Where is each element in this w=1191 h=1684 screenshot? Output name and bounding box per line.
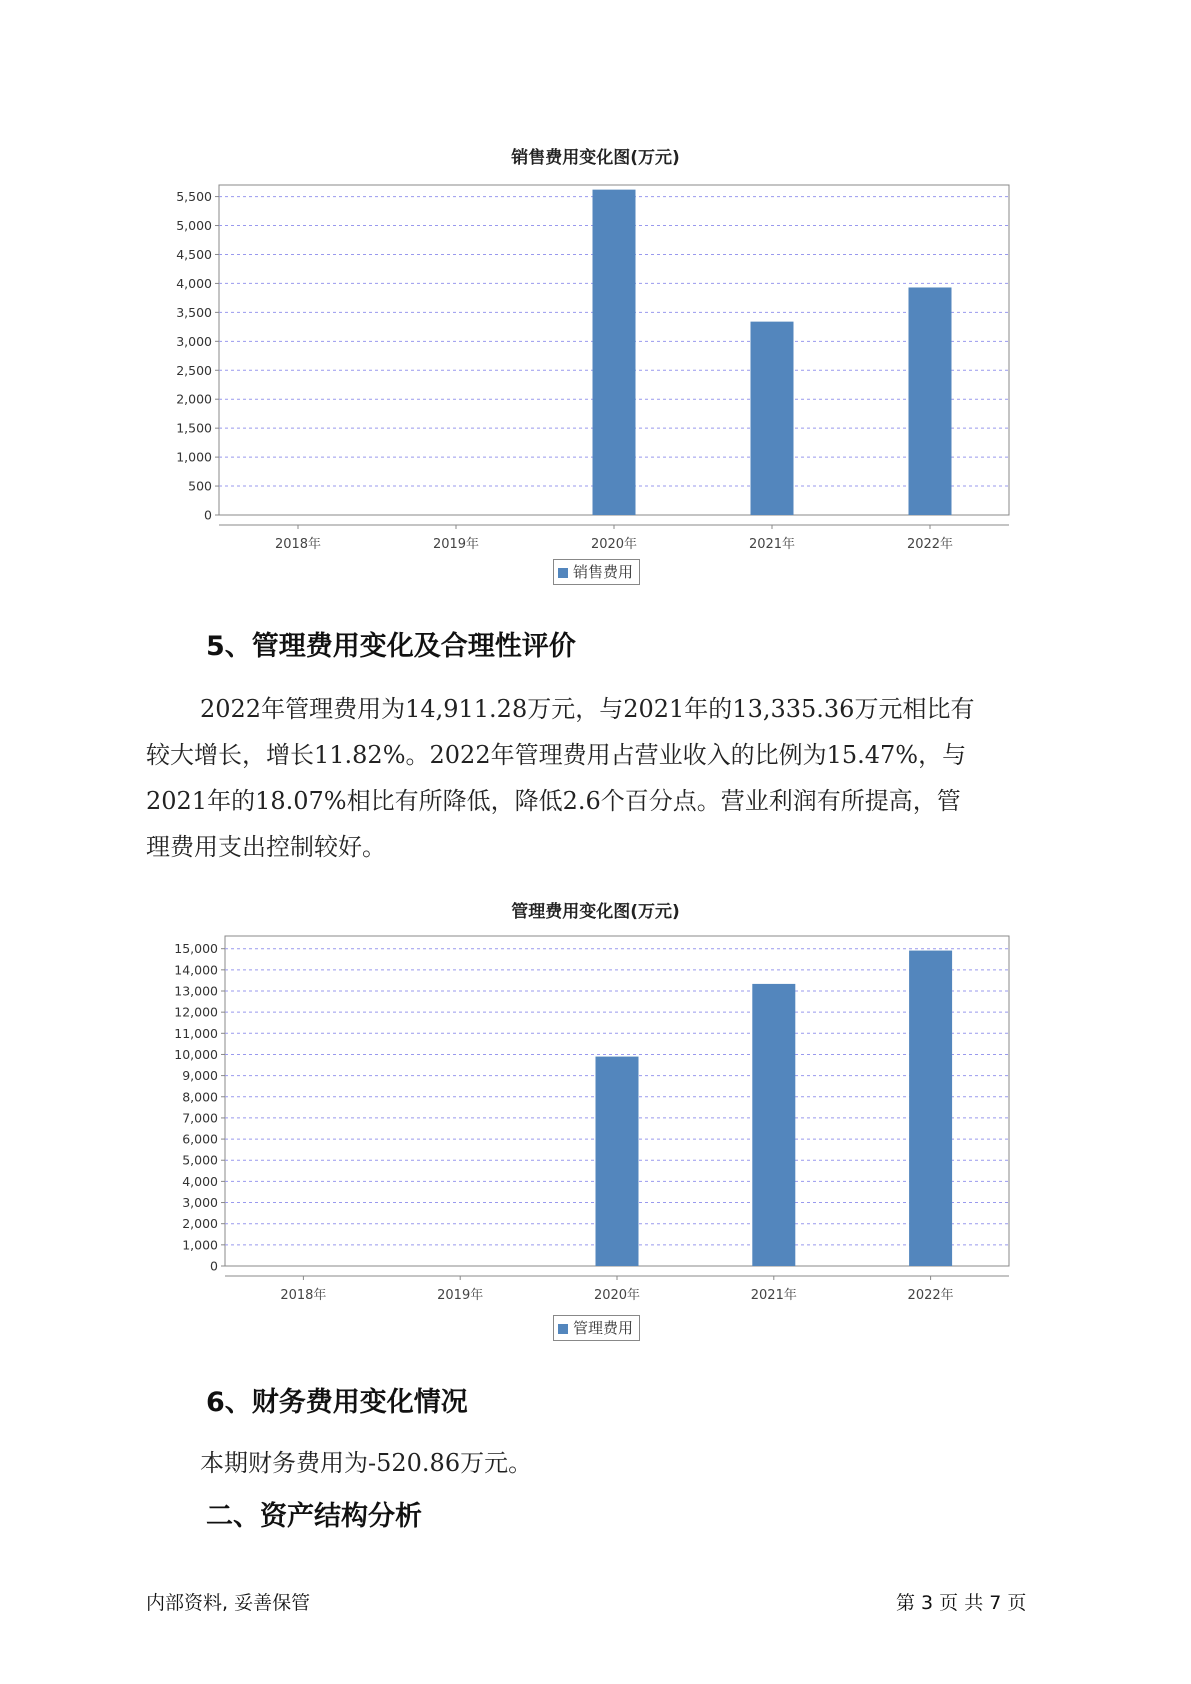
- mgmt-ytick-label: 10,000: [174, 1046, 218, 1062]
- section-6-heading: 6、财务费用变化情况: [206, 1387, 468, 1418]
- footer-page-number: 第 3 页 共 7 页: [896, 1592, 1027, 1614]
- mgmt-ytick-label: 15,000: [174, 941, 218, 957]
- mgmt-xtick-label: 2021年: [750, 1288, 797, 1303]
- sales-ytick-label: 500: [188, 478, 212, 494]
- mgmt-bar-2022年: [909, 951, 952, 1266]
- sales-ytick-label: 1,000: [176, 449, 212, 465]
- mgmt-ytick-label: 9,000: [182, 1068, 218, 1084]
- sales-xtick-label: 2021年: [748, 537, 796, 552]
- section-5-heading: 5、管理费用变化及合理性评价: [206, 631, 576, 662]
- mgmt-ytick-label: 14,000: [174, 962, 218, 978]
- sales-ytick-label: 3,000: [176, 333, 212, 349]
- legend-swatch-mgmt: [558, 1324, 568, 1334]
- section-6-text: 本期财务费用为-520.86万元。: [200, 1449, 533, 1477]
- mgmt-ytick-label: 12,000: [174, 1004, 218, 1020]
- sales-ytick-label: 5,000: [176, 218, 212, 234]
- mgmt-ytick-label: 6,000: [182, 1131, 218, 1147]
- sales-ytick-label: 5,500: [176, 189, 212, 205]
- section-5-line-3: 2021年的18.07%相比有所降低，降低2.6个百分点。营业利润有所提高，管: [146, 787, 961, 815]
- mgmt-ytick-label: 2,000: [182, 1216, 218, 1232]
- section-5-line-2: 较大增长，增长11.82%。2022年管理费用占营业收入的比例为15.47%，与: [146, 741, 967, 769]
- legend-mgmt: [553, 1315, 640, 1341]
- legend-label-sales: 销售费用: [573, 563, 634, 581]
- sales-xtick-label: 2022年: [906, 537, 954, 552]
- sales-ytick-label: 2,000: [176, 391, 212, 407]
- section-two-heading: 二、资产结构分析: [206, 1501, 422, 1532]
- sales-xtick-label: 2018年: [274, 537, 322, 552]
- mgmt-ytick-label: 3,000: [182, 1195, 218, 1211]
- mgmt-xtick-label: 2022年: [907, 1288, 954, 1303]
- legend-label-mgmt: 管理费用: [573, 1319, 634, 1337]
- sales-ytick-label: 3,500: [176, 304, 212, 320]
- mgmt-ytick-label: 7,000: [182, 1110, 218, 1126]
- sales-ytick-label: 2,500: [176, 362, 212, 378]
- mgmt-ytick-label: 8,000: [182, 1089, 218, 1105]
- mgmt-bar-2020年: [596, 1057, 639, 1266]
- chart-title-sales: 销售费用变化图(万元): [511, 148, 680, 168]
- mgmt-ytick-label: 13,000: [174, 983, 218, 999]
- mgmt-ytick-label: 0: [210, 1258, 218, 1274]
- mgmt-ytick-label: 5,000: [182, 1152, 218, 1168]
- sales-ytick-label: 4,000: [176, 275, 212, 291]
- mgmt-ytick-label: 1,000: [182, 1237, 218, 1253]
- sales-xtick-label: 2019年: [432, 537, 480, 552]
- sales-ytick-label: 1,500: [176, 420, 212, 436]
- mgmt-xtick-label: 2019年: [437, 1288, 484, 1303]
- sales-ytick-label: 4,500: [176, 246, 212, 262]
- mgmt-bar-2021年: [752, 984, 795, 1266]
- sales-xtick-label: 2020年: [590, 537, 638, 552]
- chart-title-mgmt: 管理费用变化图(万元): [511, 902, 680, 922]
- mgmt-ytick-label: 11,000: [174, 1025, 218, 1041]
- mgmt-ytick-label: 4,000: [182, 1173, 218, 1189]
- section-5-line-1: 2022年管理费用为14,911.28万元，与2021年的13,335.36万元相比有: [200, 695, 975, 723]
- mgmt-xtick-label: 2018年: [280, 1288, 327, 1303]
- sales-ytick-label: 0: [204, 507, 212, 523]
- footer-confidential-note: 内部资料, 妥善保管: [146, 1592, 311, 1614]
- section-5-line-4: 理费用支出控制较好。: [146, 833, 386, 861]
- mgmt-xtick-label: 2020年: [593, 1288, 641, 1303]
